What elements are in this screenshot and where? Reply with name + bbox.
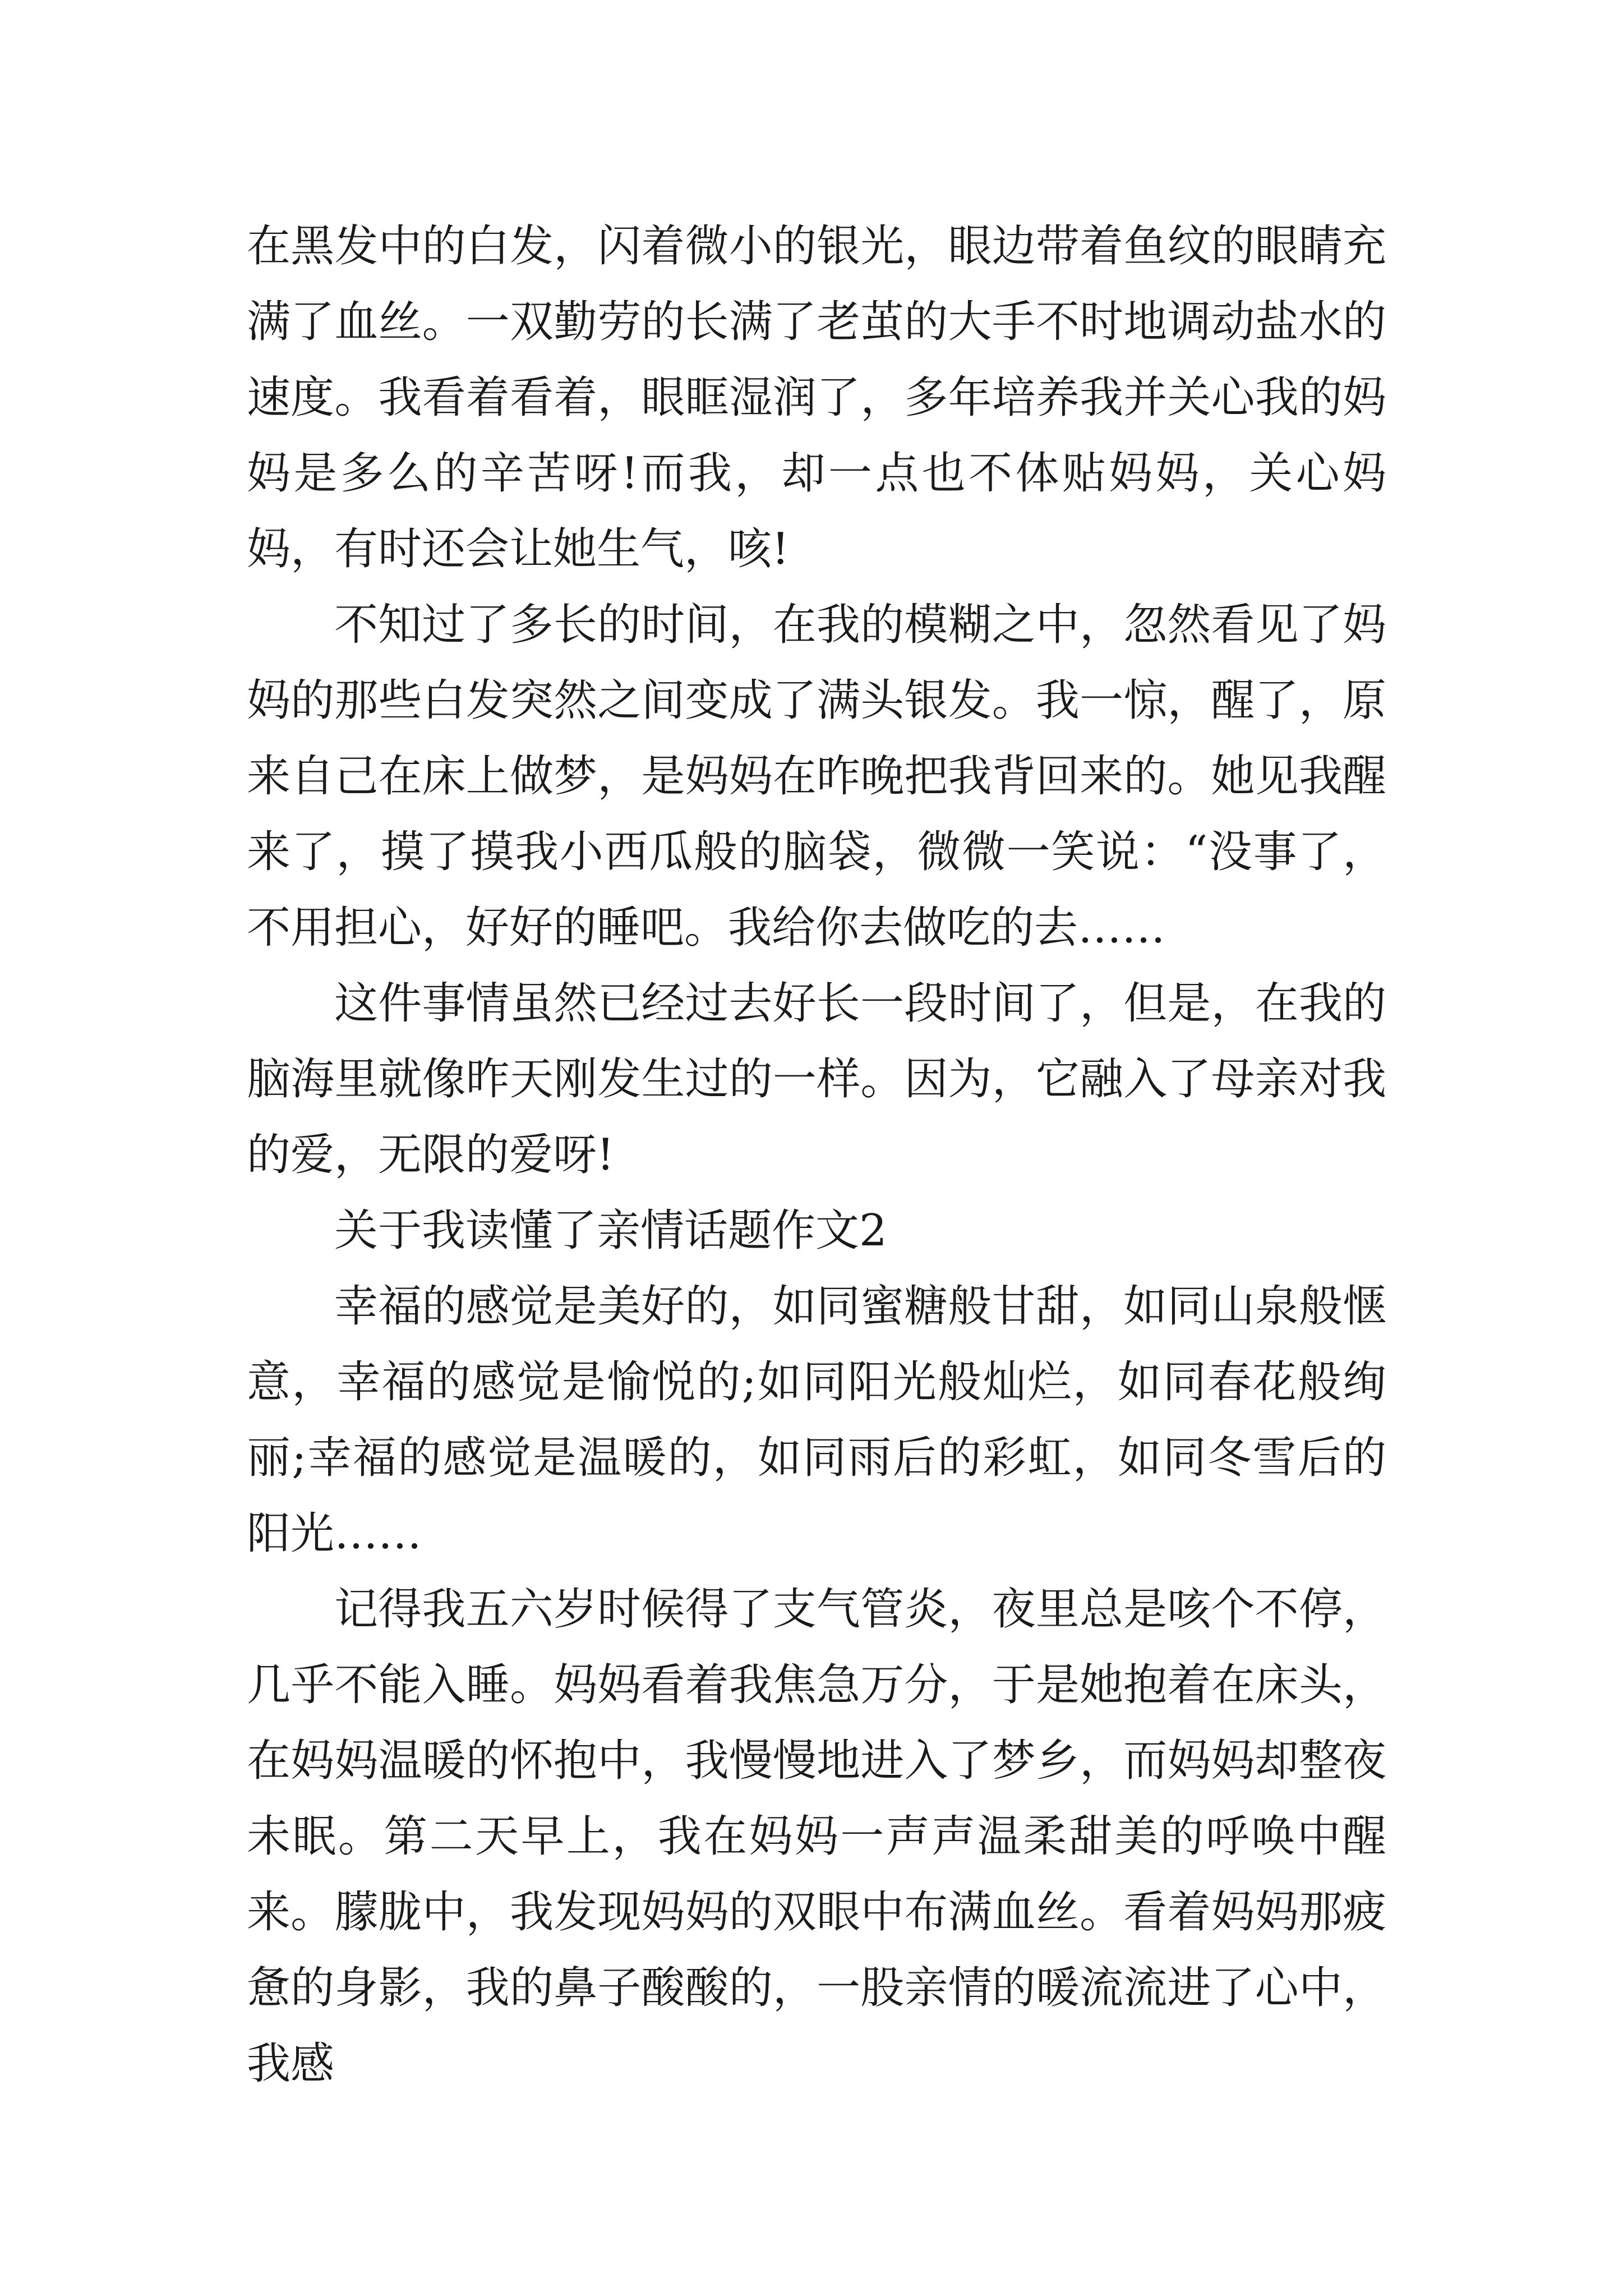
paragraph-1: 在黑发中的白发，闪着微小的银光，眼边带着鱼纹的眼睛充满了血丝。一双勤劳的长满了老茧的大手不时地调动盐水的速度。我看着看着，眼眶湿润了，多年培养我并关心我的妈妈是多么的辛苦呀!而我，却一点也不体贴妈妈，关心妈妈，有时还会让她生气，咳!	[247, 221, 1386, 574]
section-heading: 关于我读懂了亲情话题作文2	[334, 1205, 887, 1256]
paragraph-2: 不知过了多长的时间，在我的模糊之中，忽然看见了妈妈的那些白发突然之间变成了满头银发。我一惊，醒了，原来自己在床上做梦，是妈妈在昨晚把我背回来的。她见我醒来了，摸了摸我小西瓜般的脑袋，微微一笑说：“没事了，不用担心，好好的睡吧。我给你去做吃的去……	[247, 600, 1386, 953]
paragraph-4: 幸福的感觉是美好的，如同蜜糖般甘甜，如同山泉般惬意，幸福的感觉是愉悦的;如同阳光般灿烂，如同春花般绚丽;幸福的感觉是温暖的，如同雨后的彩虹，如同冬雪后的阳光……	[247, 1281, 1386, 1559]
document-body	[247, 209, 1386, 2102]
paragraph-5: 记得我五六岁时候得了支气管炎，夜里总是咳个不停，几乎不能入睡。妈妈看着我焦急万分，于是她抱着在床头，在妈妈温暖的怀抱中，我慢慢地进入了梦乡，而妈妈却整夜未眠。第二天早上，我在妈妈一声声温柔甜美的呼唤中醒来。朦胧中，我发现妈妈的双眼中布满血丝。看着妈妈那疲惫的身影，我的鼻子酸酸的，一股亲情的暖流流进了心中，我感	[247, 1584, 1386, 2089]
paragraph-3: 这件事情虽然已经过去好长一段时间了，但是，在我的脑海里就像昨天刚发生过的一样。因为，它融入了母亲对我的爱，无限的爱呀!	[247, 978, 1386, 1180]
